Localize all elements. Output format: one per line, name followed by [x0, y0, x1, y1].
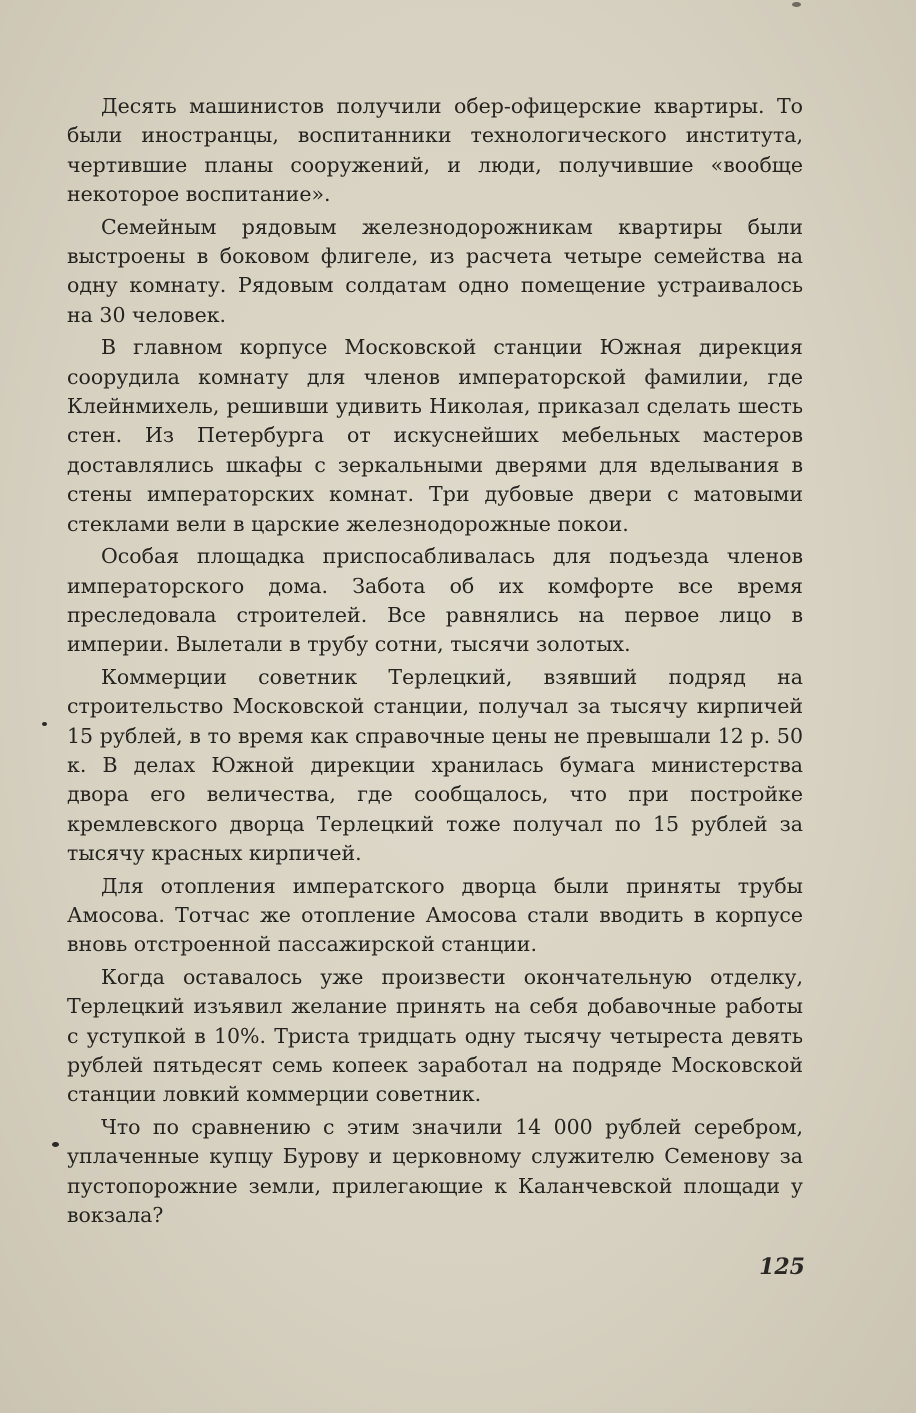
- page-number: 125: [759, 1254, 805, 1280]
- paragraph-5: Коммерции советник Терлецкий, взявший подряд на строительство Московской станции, получал за тысячу кирпичей 15 рублей, в то время как справочные цены не превышали 12 р. 50 к. В делах Южной дирекции хранилась бумага министерства двора его величества, где сообщалось, что при постройке кремлевского дворца Терлецкий тоже получал по 15 рублей за тысячу красных кирпичей.: [67, 664, 803, 866]
- paragraph-4: Особая площадка приспосабливалась для подъезда членов императорского дома. Забота об их комфорте все время преследовала строителей. Все равнялись на первое лицо в империи. Вылетали в трубу сотни, тысячи золотых.: [67, 544, 803, 657]
- ink-speck: [42, 722, 47, 726]
- paragraph-6: Для отопления императского дворца были приняты трубы Амосова. Тотчас же отопление Амосова стали вводить в корпусе вновь отстроенной пассажирской станции.: [67, 873, 803, 957]
- body-text: [67, 92, 803, 1233]
- paragraph-7: Когда оставалось уже произвести окончательную отделку, Терлецкий изъявил желание принять на себя добавочные работы с уступкой в 10%. Триста тридцать одну тысячу четыреста девять рублей пятьдесят семь копеек заработал на подряде Московской станции ловкий коммерции советник.: [67, 964, 803, 1107]
- paragraph-2: Семейным рядовым железнодорожникам квартиры были выстроены в боковом флигеле, из расчета четыре семейства на одну комнату. Рядовым солдатам одно помещение устраивалось на 30 человек.: [67, 214, 803, 327]
- paragraph-1: Десять машинистов получили обер-офицерские квартиры. То были иностранцы, воспитанники технологического института, чертившие планы сооружений, и люди, получившие «вообще некоторое воспитание».: [67, 94, 803, 207]
- ink-speck: [792, 2, 801, 7]
- paragraph-3: В главном корпусе Московской станции Южная дирекция соорудила комнату для членов императорской фамилии, где Клейнмихель, решивши удивить Николая, приказал сделать шесть стен. Из Петербурга от искуснейших мебельных мастеров доставлялись шкафы с зеркальными дверями для вделывания в стены императорских комнат. Три дубовые двери с матовыми стеклами вели в царские железнодорожные покои.: [67, 335, 803, 536]
- ink-speck: [52, 1142, 59, 1147]
- paragraph-8: Что по сравнению с этим значили 14 000 рублей серебром, уплаченные купцу Бурову и церковному служителю Семенову за пустопорожние земли, прилегающие к Каланчевской площади у вокзала?: [67, 1114, 803, 1228]
